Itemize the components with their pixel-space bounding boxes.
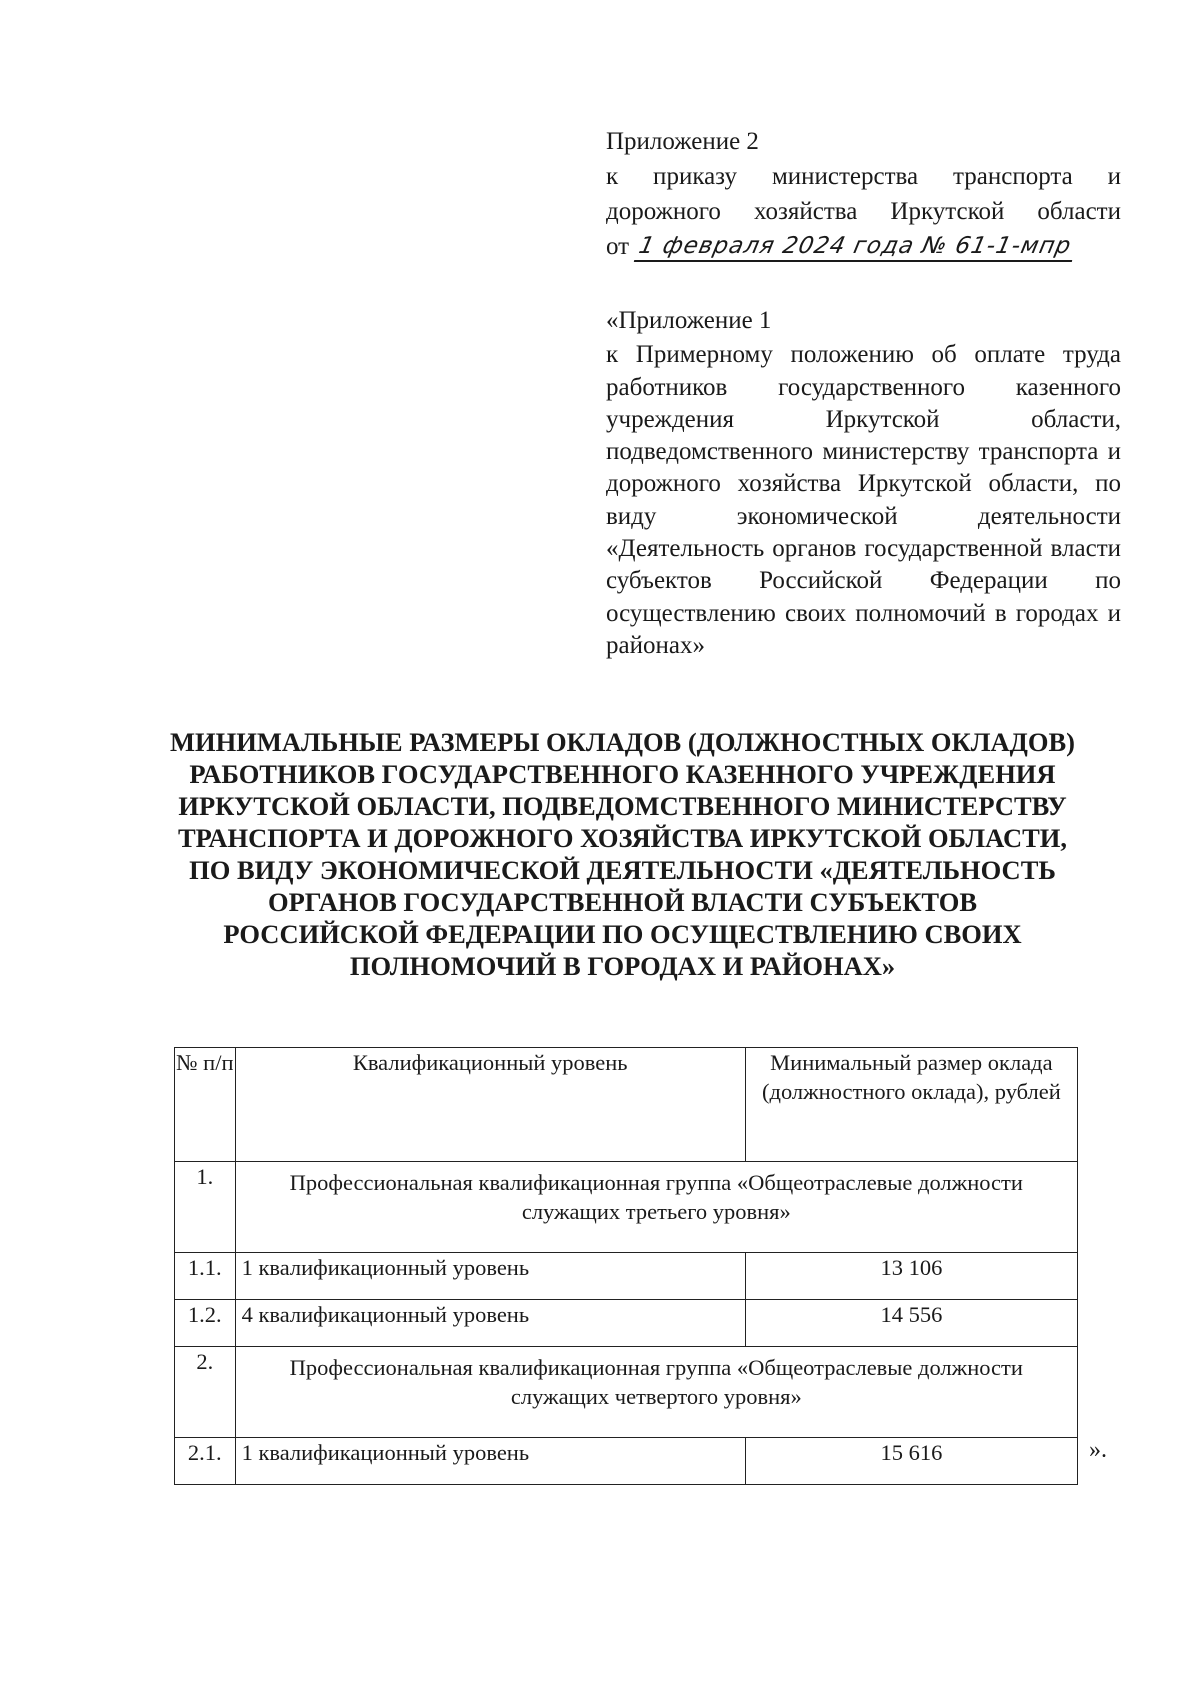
table-row bbox=[175, 1438, 1078, 1485]
table-row bbox=[175, 1253, 1078, 1300]
row-level: 1 квалификационный уровень bbox=[235, 1438, 745, 1485]
group-num: 2. bbox=[175, 1347, 236, 1438]
row-salary: 13 106 bbox=[745, 1253, 1077, 1300]
salary-table bbox=[174, 1047, 1078, 1485]
appendix-2-line: дорожного хозяйства Иркутской области bbox=[606, 198, 1121, 225]
closing-quote-mark: ». bbox=[1089, 1437, 1107, 1463]
row-num: 2.1. bbox=[175, 1438, 236, 1485]
group-num: 1. bbox=[175, 1162, 236, 1253]
row-salary: 14 556 bbox=[745, 1300, 1077, 1347]
header-salary: Минимальный размер оклада (должностного оклада), рублей bbox=[745, 1048, 1077, 1162]
table-group-row bbox=[175, 1162, 1078, 1253]
appendix-1-block bbox=[606, 305, 1121, 662]
appendix-1-text: к Примерному положению об оплате труда работников государственного казенного учреждения Иркутской области, подведомственного министерству транспорта и дорожного хозяйства Иркутской области, по виду экономической деятельности «Деятельность органов государственной власти субъектов Российской Федерации по осуществлению своих полномочий в городах и районах» bbox=[606, 341, 1121, 659]
handwritten-date-signature: 1 февраля 2024 года № 61-1-мпр bbox=[634, 232, 1078, 262]
table-group-row bbox=[175, 1347, 1078, 1438]
row-salary: 15 616 bbox=[745, 1438, 1077, 1485]
table-row bbox=[175, 1300, 1078, 1347]
appendix-1-heading: «Приложение 1 bbox=[606, 307, 772, 334]
table-header-row bbox=[175, 1048, 1078, 1162]
row-num: 1.1. bbox=[175, 1253, 236, 1300]
header-num: № п/п bbox=[175, 1048, 236, 1162]
appendix-2-block bbox=[606, 124, 1121, 264]
date-prefix: от bbox=[606, 233, 630, 260]
appendix-2-heading: Приложение 2 bbox=[606, 128, 759, 155]
order-date-line bbox=[606, 229, 1121, 264]
appendix-2-line: к приказу министерства транспорта и bbox=[606, 163, 1121, 190]
document-title: МИНИМАЛЬНЫЕ РАЗМЕРЫ ОКЛАДОВ (ДОЛЖНОСТНЫХ ОКЛАДОВ) РАБОТНИКОВ ГОСУДАРСТВЕННОГО КАЗЕННОГО УЧРЕЖДЕНИЯ ИРКУТСКОЙ ОБЛАСТИ, ПОДВЕДОМСТВЕННОГО МИНИСТЕРСТВУ ТРАНСПОРТА И ДОРОЖНОГО ХОЗЯЙСТВА ИРКУТСКОЙ ОБЛАСТИ, ПО ВИДУ ЭКОНОМИЧЕСКОЙ ДЕЯТЕЛЬНОСТИ «ДЕЯТЕЛЬНОСТЬ ОРГАНОВ ГОСУДАРСТВЕННОЙ ВЛАСТИ СУБЪЕКТОВ РОССИЙСКОЙ ФЕДЕРАЦИИ ПО ОСУЩЕСТВЛЕНИЮ СВОИХ ПОЛНОМОЧИЙ В ГОРОДАХ И РАЙОНАХ» bbox=[170, 727, 1075, 981]
row-level: 1 квалификационный уровень bbox=[235, 1253, 745, 1300]
row-num: 1.2. bbox=[175, 1300, 236, 1347]
group-title: Профессиональная квалификационная группа «Общеотраслевые должности служащих четвертого уровня» bbox=[235, 1347, 1077, 1438]
header-level: Квалификационный уровень bbox=[235, 1048, 745, 1162]
row-level: 4 квалификационный уровень bbox=[235, 1300, 745, 1347]
group-title: Профессиональная квалификационная группа «Общеотраслевые должности служащих третьего уровня» bbox=[235, 1162, 1077, 1253]
